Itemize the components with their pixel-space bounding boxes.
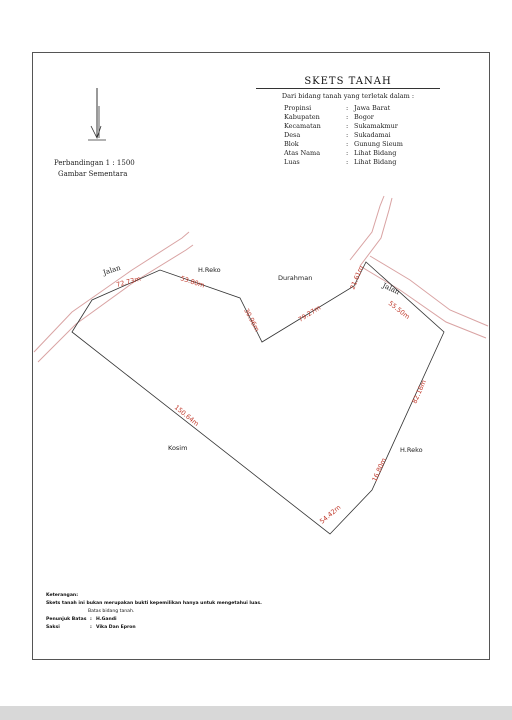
notes-witness <box>46 624 262 632</box>
notes-boundary-legend: Batas bidang tanah. <box>88 609 135 614</box>
neighbor-north-mid: Durahman <box>278 274 313 282</box>
measure-s3: 30.96m <box>242 307 262 333</box>
info-sep: : <box>346 104 349 112</box>
road-left <box>34 232 193 362</box>
measure-s6: 55.50m <box>386 299 412 321</box>
info-value: Lihat Bidang <box>354 149 397 157</box>
road-label-right: Jalan <box>381 281 401 297</box>
witness-sep: : <box>90 625 92 630</box>
info-sep: : <box>346 158 349 166</box>
road-label-left: Jalan <box>102 263 122 277</box>
scale-ratio: Perbandingan 1 : 1500 <box>54 159 135 167</box>
bottom-bar <box>0 706 512 720</box>
notes-disclaimer: Skets tanah ini bukan merupakan bukti kepemilikan hanya untuk mengetahui luas. <box>46 601 262 606</box>
witness-value: Vika Dan Epron <box>96 625 136 630</box>
info-label: Kecamatan <box>284 122 321 130</box>
witness-label: Saksi <box>46 625 60 630</box>
info-sep: : <box>346 149 349 157</box>
info-value: Sukamakmur <box>354 122 398 130</box>
measure-s7: 82.16m <box>410 378 428 405</box>
notes-pointer <box>46 616 262 624</box>
pointer-sep: : <box>90 617 92 622</box>
measure-s8: 16.80m <box>370 456 388 483</box>
info-label: Luas <box>284 158 300 166</box>
info-sep: : <box>346 122 349 130</box>
notes-heading: Keterangan: <box>46 593 79 598</box>
sketch-subtitle: Dari bidang tanah yang terletak dalam : <box>281 92 415 100</box>
measure-s5: 21.61m <box>348 264 366 291</box>
info-label: Propinsi <box>284 104 312 112</box>
measure-s1: 72.73m <box>115 274 142 289</box>
pointer-label: Penunjuk Batas <box>46 617 87 622</box>
neighbor-west: Kosim <box>168 444 188 452</box>
info-sep: : <box>346 131 349 139</box>
info-value: Sukadamai <box>354 131 391 139</box>
measure-s9: 54.42m <box>318 503 343 526</box>
measure-s2: 53.80m <box>179 274 206 290</box>
scale-type: Gambar Sementara <box>58 170 128 178</box>
info-label: Atas Nama <box>284 149 321 157</box>
road-right <box>350 196 488 338</box>
info-label: Blok <box>284 140 299 148</box>
info-value: Lihat Bidang <box>354 158 397 166</box>
pointer-value: H.Gandi <box>96 617 117 622</box>
info-label: Desa <box>284 131 301 139</box>
info-value: Gunung Sieum <box>354 140 403 148</box>
info-label: Kabupaten <box>284 113 320 121</box>
neighbor-north-left: H.Reko <box>198 266 221 274</box>
notes-block <box>46 592 262 632</box>
info-value: Jawa Barat <box>354 104 391 112</box>
info-sep: : <box>346 113 349 121</box>
measure-s4: 79.27m <box>296 303 323 324</box>
neighbor-east: H.Reko <box>400 446 423 454</box>
info-value: Bogor <box>354 113 374 121</box>
sketch-title: SKETS TANAH <box>256 76 440 89</box>
info-sep: : <box>346 140 349 148</box>
measure-s10: 150.64m <box>172 403 201 428</box>
